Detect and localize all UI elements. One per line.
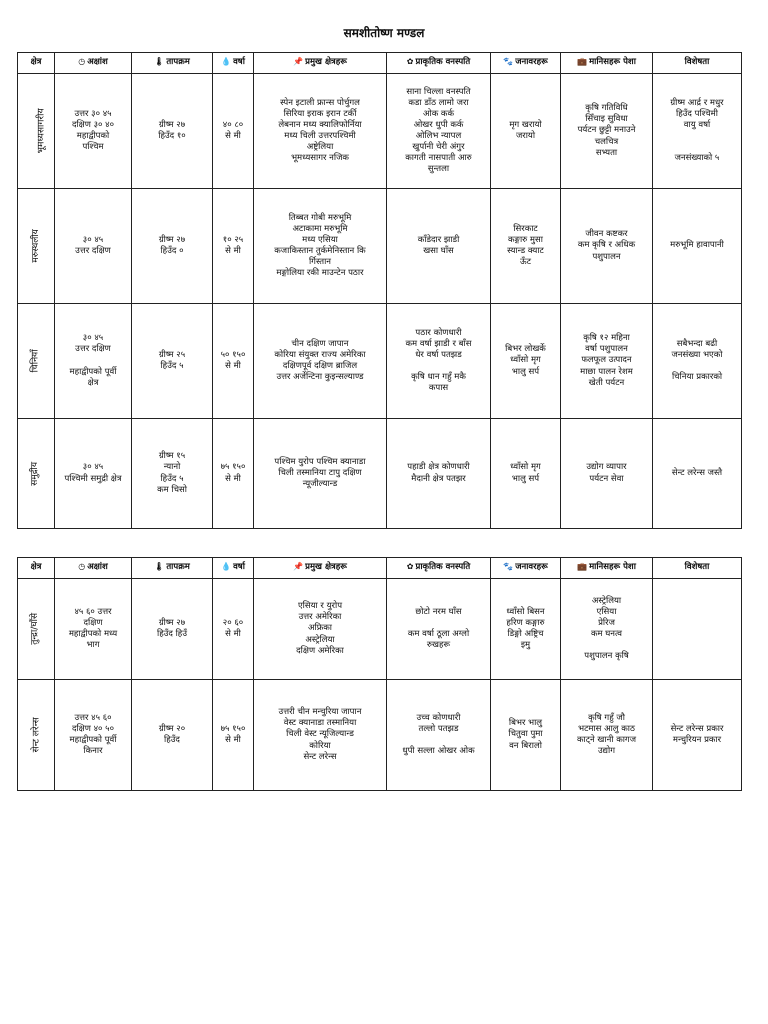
thermometer-icon: 🌡 (154, 57, 165, 67)
latitude-cell: उत्तर ३० ४५ दक्षिण ३० ४० महाद्वीपको पश्चिम (55, 74, 132, 189)
droplet-icon: 💧 (221, 57, 232, 67)
col-header-animals: 🐾 जनावरहरू (491, 53, 561, 74)
header-row (18, 558, 742, 579)
col-header-region: क्षेत्र (18, 558, 55, 579)
occupation-cell: कृषि १२ महिना वर्षा पशुपालन फलफूल उत्पादन माछा पालन रेशम खेती पर्यटन (561, 304, 653, 419)
globe-icon: ◷ (78, 57, 86, 67)
thermometer-icon: 🌡 (154, 562, 165, 572)
paw-icon: 🐾 (503, 562, 514, 572)
feature-cell (653, 579, 742, 680)
animals-cell: सिरकाट कङ्गारु मुसा स्यान्ड क्याट ऊँट (491, 189, 561, 304)
vegetation-cell: पठार कोणधारी कम वर्षा झाडी र बाँस धेर वर्षा पतझड कृषि धान गहुँ मकै कपास (387, 304, 491, 419)
temperature-cell: ग्रीष्म २५ हिउँद ५ (132, 304, 213, 419)
table-row (18, 74, 742, 189)
occupation-cell: कृषि गतिविधि सिँचाइ सुविधा पर्यटन छुट्टी मनाउने चलचित्र सभ्यता (561, 74, 653, 189)
col-header-animals: 🐾 जनावरहरू (491, 558, 561, 579)
col-header-vegetation: ✿ प्राकृतिक वनस्पति (387, 558, 491, 579)
rainfall-cell: ७५ १५० से मी (213, 419, 254, 529)
header-row (18, 53, 742, 74)
col-header-rainfall: 💧 वर्षा (213, 558, 254, 579)
temperature-cell: ग्रीष्म २७ हिउँद ० (132, 189, 213, 304)
vegetation-cell: साना चिल्ला वनस्पति कडा डाँठ लामो जरा ओक कर्क ओखर धुपी कर्क ओलिभ न्यापल खुर्पानी चेरी अंगुर कागती नासपाती आरु सुन्तला (387, 74, 491, 189)
pin-icon: 📌 (293, 57, 304, 67)
temperature-cell: ग्रीष्म १५ न्यानो हिउँद ५ कम चिसो (132, 419, 213, 529)
col-header-feature: विशेषता (653, 53, 742, 74)
region-cell: चिनियाँ (18, 304, 55, 419)
briefcase-icon: 💼 (577, 562, 588, 572)
region-cell: मरुस्थलीय (18, 189, 55, 304)
temperate-zone-table-2 (17, 557, 742, 791)
col-header-temperature: 🌡 तापक्रम (132, 53, 213, 74)
feature-cell: सेन्ट लरेन्स प्रकार मन्चुरियन प्रकार (653, 680, 742, 791)
col-header-temperature: 🌡 तापक्रम (132, 558, 213, 579)
rainfall-cell: १० २५ से मी (213, 189, 254, 304)
animals-cell: बिभर लोखर्के ध्वाँसो मृग भालु सर्प (491, 304, 561, 419)
region-cell: सेन्ट लरेन्स (18, 680, 55, 791)
occupation-cell: जीवन कष्टकर कम कृषि र अधिक पशुपालन (561, 189, 653, 304)
animals-cell: ध्वाँसो बिसन हरिण कङ्गारु डिङ्गो अष्ट्रिच इमु (491, 579, 561, 680)
col-header-occupation: 💼 मानिसहरू पेशा (561, 53, 653, 74)
animals-cell: मृग खरायो जरायो (491, 74, 561, 189)
table-row (18, 419, 742, 529)
areas-cell: पश्चिम युरोप पश्चिम क्यानाडा चिली तस्मानिया टापु दक्षिण न्यूजील्यान्ड (254, 419, 387, 529)
table-row (18, 189, 742, 304)
col-header-latitude: ◷ अक्षांश (55, 53, 132, 74)
flower-icon: ✿ (406, 562, 414, 572)
table-row (18, 304, 742, 419)
col-header-areas: 📌 प्रमुख क्षेत्रहरू (254, 558, 387, 579)
vegetation-cell: उच्च कोणधारी तल्लो पतझड धुपी सल्ला ओखर ओक (387, 680, 491, 791)
table-row (18, 579, 742, 680)
latitude-cell: ४५ ६० उत्तर दक्षिण महाद्वीपको मध्य भाग (55, 579, 132, 680)
col-header-rainfall: 💧 वर्षा (213, 53, 254, 74)
briefcase-icon: 💼 (577, 57, 588, 67)
region-cell: तुन्द्रा/घाँसे (18, 579, 55, 680)
latitude-cell: ३० ४५ उत्तर दक्षिण महाद्वीपको पूर्वी क्षेत्र (55, 304, 132, 419)
areas-cell: चीन दक्षिण जापान कोरिया संयुक्त राज्य अमेरिका दक्षिणपूर्व दक्षिण ब्राजिल उत्तर अर्जेन्टिना कुइन्सल्याण्ड (254, 304, 387, 419)
feature-cell: ग्रीष्म आर्द्र र मधुर हिउँद पश्चिमी वायु वर्षा जनसंख्याको ५ (653, 74, 742, 189)
col-header-feature: विशेषता (653, 558, 742, 579)
droplet-icon: 💧 (221, 562, 232, 572)
temperature-cell: ग्रीष्म २० हिउँद (132, 680, 213, 791)
page-title: समशीतोष्ण मण्डल (343, 26, 425, 40)
col-header-areas: 📌 प्रमुख क्षेत्रहरू (254, 53, 387, 74)
globe-icon: ◷ (78, 562, 86, 572)
latitude-cell: ३० ४५ उत्तर दक्षिण (55, 189, 132, 304)
paw-icon: 🐾 (503, 57, 514, 67)
occupation-cell: उद्योग व्यापार पर्यटन सेवा (561, 419, 653, 529)
animals-cell: ध्वाँसो मृग भालु सर्प (491, 419, 561, 529)
region-cell: समुद्रीय (18, 419, 55, 529)
temperature-cell: ग्रीष्म २७ हिउँद १० (132, 74, 213, 189)
feature-cell: सेन्ट लरेन्स जस्तै (653, 419, 742, 529)
occupation-cell: अस्ट्रेलिया एसिया प्रेरिज कम घनत्व पशुपालन कृषि (561, 579, 653, 680)
vegetation-cell: छोटो नरम घाँस कम वर्षा ठूला अग्लो रुखहरू (387, 579, 491, 680)
areas-cell: एसिया र युरोप उत्तर अमेरिका अफ्रिका अस्ट्रेलिया दक्षिण अमेरिका (254, 579, 387, 680)
region-cell: भूमध्यसागरीय (18, 74, 55, 189)
areas-cell: स्पेन इटाली फ्रान्स पोर्चुगल सिरिया इराक इरान टर्की लेबनान मध्य क्यालिफोर्निया मध्य चिली उत्तरपश्चिमी अष्ट्रेलिया भूमध्यसागर नजिक (254, 74, 387, 189)
col-header-vegetation: ✿ प्राकृतिक वनस्पति (387, 53, 491, 74)
feature-cell: मरुभूमि हावापानी (653, 189, 742, 304)
latitude-cell: उत्तर ४५ ६० दक्षिण ४० ५० महाद्वीपको पूर्वी किनार (55, 680, 132, 791)
rainfall-cell: ४० ८० से मी (213, 74, 254, 189)
areas-cell: तिब्बत गोबी मरुभूमि अटाकामा मरुभूमि मध्य एसिया कजाकिस्तान तुर्कमेनिस्तान कि र्गिस्तान मङ्गोलिया रकी माउन्टेन पठार (254, 189, 387, 304)
vegetation-cell: पहाडी क्षेत्र कोणधारी मैदानी क्षेत्र पतझर (387, 419, 491, 529)
temperature-cell: ग्रीष्म २७ हिउँद हिउँ (132, 579, 213, 680)
vegetation-cell: काँडेदार झाडी खसा घाँस (387, 189, 491, 304)
pin-icon: 📌 (293, 562, 304, 572)
occupation-cell: कृषि गहुँ जौ भटमास आलु काठ काट्ने खानी कागज उद्योग (561, 680, 653, 791)
temperate-zone-table-1 (17, 52, 742, 529)
rainfall-cell: ७५ १५० से मी (213, 680, 254, 791)
table-row (18, 680, 742, 791)
rainfall-cell: ५० १५० से मी (213, 304, 254, 419)
col-header-occupation: 💼 मानिसहरू पेशा (561, 558, 653, 579)
col-header-region: क्षेत्र (18, 53, 55, 74)
animals-cell: बिभर भालु चितुवा पुमा वन बिरालो (491, 680, 561, 791)
latitude-cell: ३० ४५ पश्चिमी समुद्री क्षेत्र (55, 419, 132, 529)
flower-icon: ✿ (406, 57, 414, 67)
col-header-latitude: ◷ अक्षांश (55, 558, 132, 579)
feature-cell: सबैभन्दा बढी जनसंख्या भएको चिनिया प्रकारको (653, 304, 742, 419)
rainfall-cell: २० ६० से मी (213, 579, 254, 680)
areas-cell: उत्तरी चीन मन्चुरिया जापान वेस्ट क्यानाडा तस्मानिया चिली वेस्ट न्यूजिल्यान्ड कोरिया सेन्ट लरेन्स (254, 680, 387, 791)
